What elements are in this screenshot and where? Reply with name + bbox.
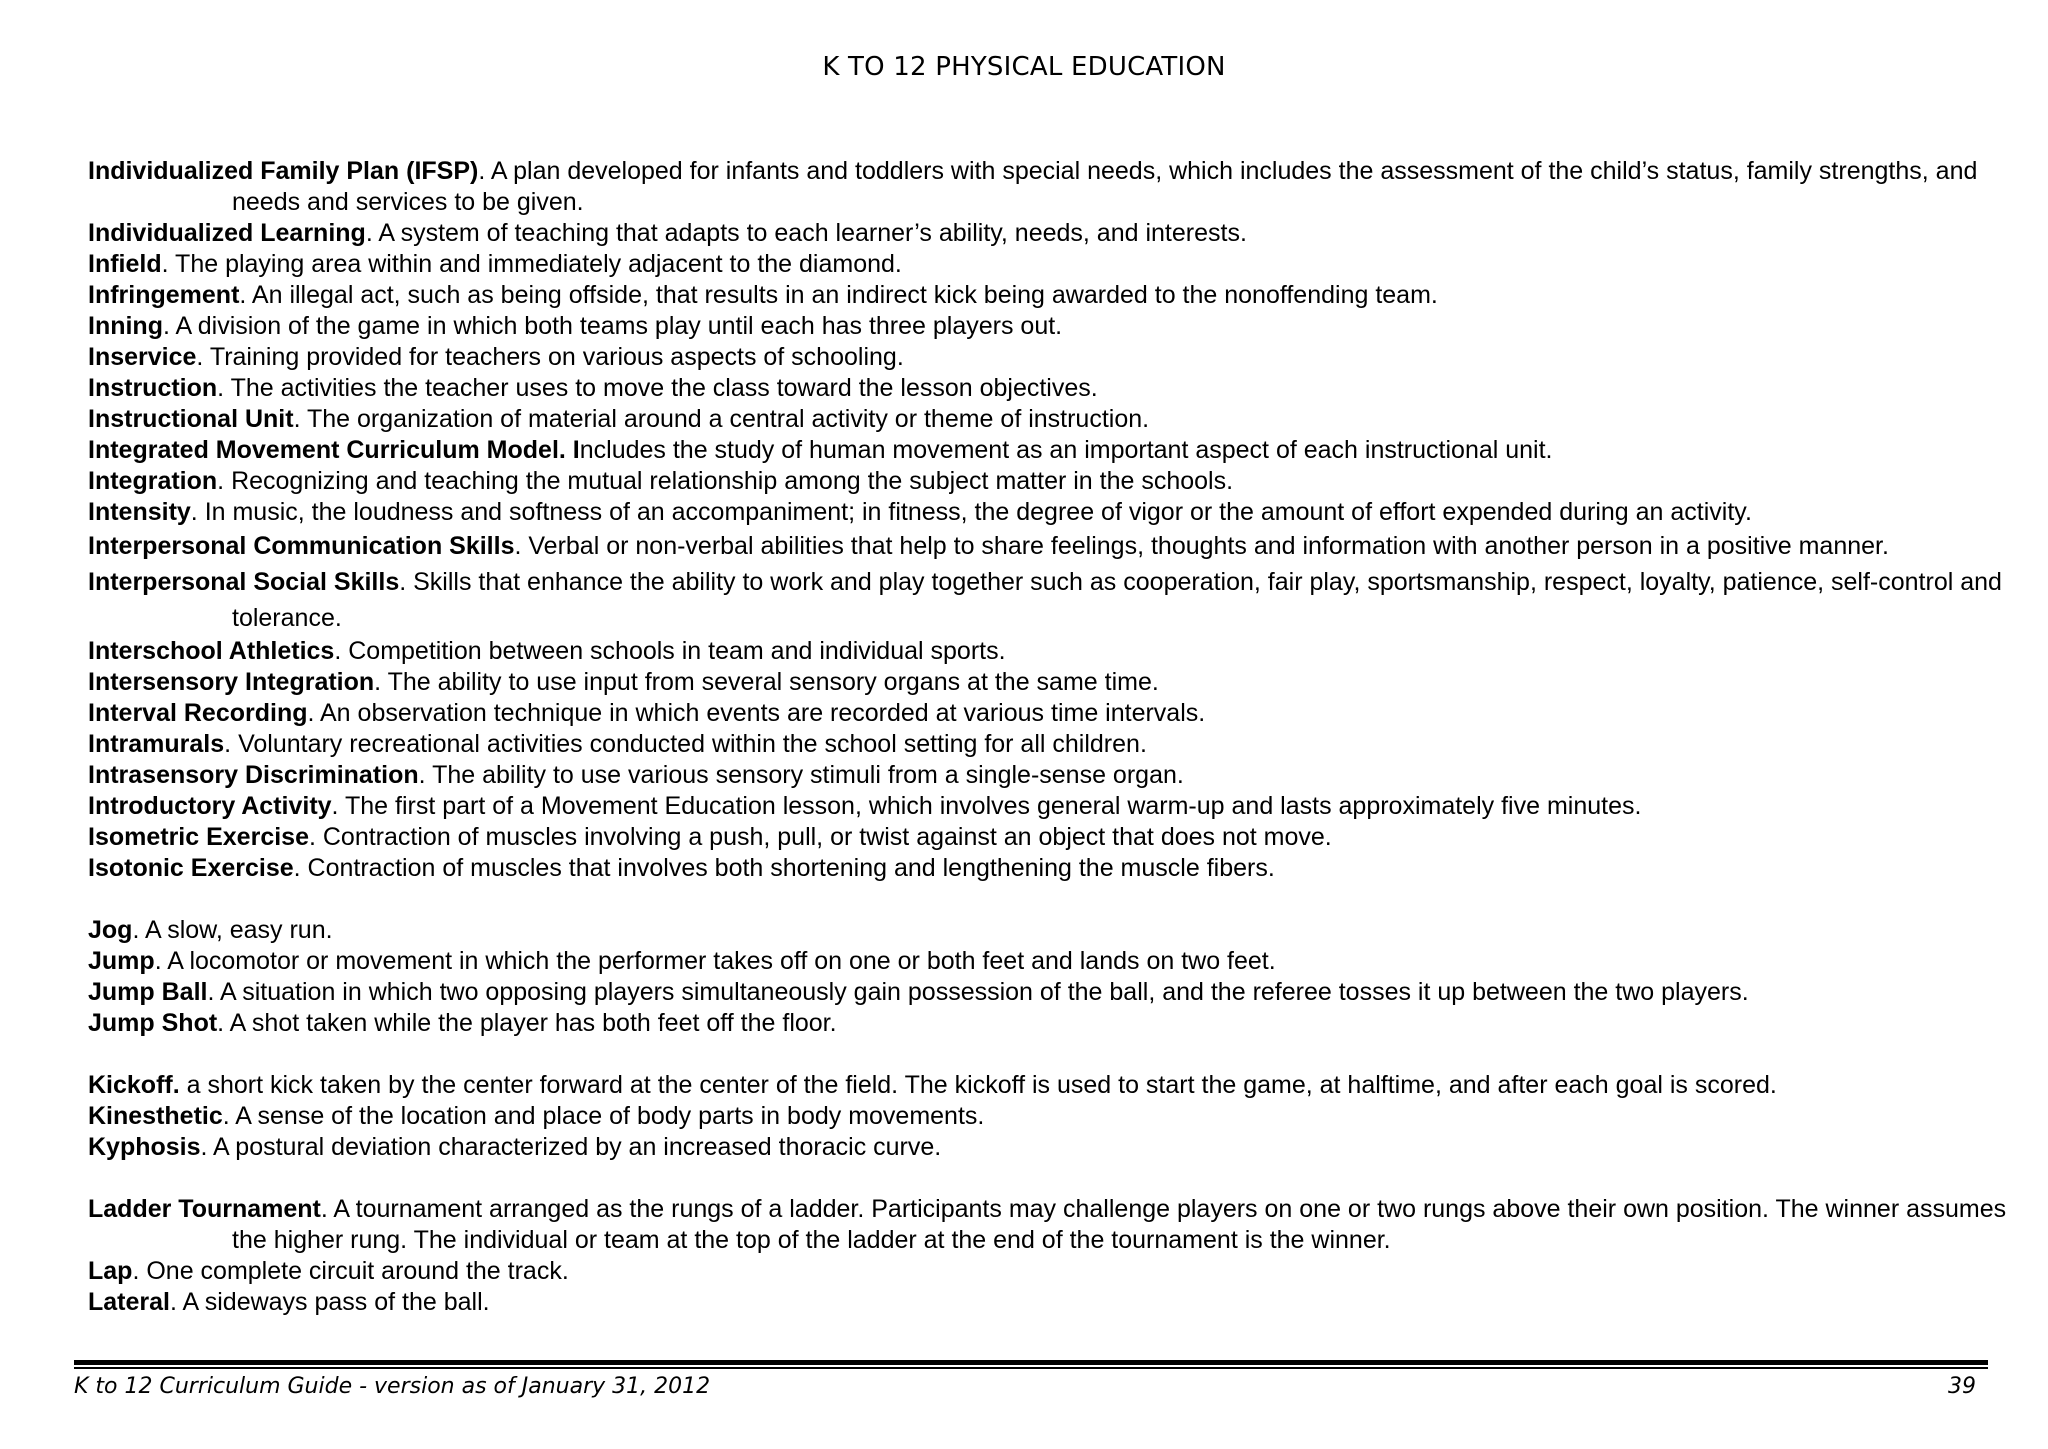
glossary-definition: . The first part of a Movement Education lesson, which involves general warm-up and lasts approximately five minutes. (331, 792, 1642, 820)
glossary-definition: . A situation in which two opposing players simultaneously gain possession of the ball, and the referee tosses it up between the two players. (207, 978, 1749, 1006)
glossary-entry (88, 1256, 2008, 1287)
glossary-entry (88, 218, 2008, 249)
glossary-term: Kinesthetic (88, 1102, 223, 1130)
glossary-term: Instruction (88, 374, 218, 402)
glossary-entry (88, 497, 2008, 528)
glossary-term: Jump (88, 947, 155, 975)
glossary-definition: . Competition between schools in team and individual sports. (334, 637, 1006, 665)
glossary-term: Kyphosis (88, 1133, 201, 1161)
glossary-definition: . A slow, easy run. (132, 916, 333, 944)
glossary-definition: a short kick taken by the center forward at the center of the field. The kickoff is used to start the game, at halftime, and after each goal is scored. (179, 1071, 1777, 1099)
glossary-definition: . The ability to use input from several sensory organs at the same time. (374, 668, 1159, 696)
glossary-list (88, 156, 2008, 1318)
glossary-entry (88, 760, 2008, 791)
glossary-term: Inning (88, 312, 163, 340)
glossary-term: Integration (88, 467, 218, 495)
glossary-term: Ladder Tournament (88, 1195, 321, 1223)
glossary-definition: . A division of the game in which both teams play until each has three players out. (162, 312, 1063, 340)
glossary-term: Interpersonal Communication Skills (88, 532, 515, 560)
glossary-entry (88, 280, 2008, 311)
glossary-entry (88, 249, 2008, 280)
glossary-entry (88, 791, 2008, 822)
glossary-definition: . Skills that enhance the ability to work and play together such as cooperation, fair play, sportsmanship, respect, loyalty, patience, self-control and tolerance. (232, 568, 2002, 632)
glossary-entry (88, 311, 2008, 342)
glossary-term: Intrasensory Discrimination (88, 761, 419, 789)
glossary-term: Isotonic Exercise (88, 854, 294, 882)
glossary-entry (88, 342, 2008, 373)
glossary-term: Interschool Athletics (88, 637, 335, 665)
glossary-definition: . A sense of the location and place of body parts in body movements. (222, 1102, 985, 1130)
glossary-definition: . One complete circuit around the track. (132, 1257, 569, 1285)
glossary-entry (88, 853, 2008, 884)
glossary-definition: . Contraction of muscles involving a push, pull, or twist against an object that does not move. (308, 823, 1332, 851)
glossary-definition: . An illegal act, such as being offside, that results in an indirect kick being awarded to the nonoffending team. (239, 281, 1438, 309)
glossary-entry (88, 1132, 2008, 1163)
glossary-term: Isometric Exercise (88, 823, 309, 851)
glossary-term: Individualized Family Plan (IFSP) (88, 157, 479, 185)
footer-divider (74, 1360, 1988, 1369)
glossary-definition: . Training provided for teachers on various aspects of schooling. (196, 343, 904, 371)
glossary-entry (88, 564, 2008, 636)
glossary-definition: . A shot taken while the player has both feet off the floor. (217, 1009, 837, 1037)
footer-page-number: 39 (1948, 1374, 1976, 1399)
glossary-term: Infield (88, 250, 162, 278)
glossary-definition: . The playing area within and immediately adjacent to the diamond. (161, 250, 902, 278)
glossary-definition: . An observation technique in which events are recorded at various time intervals. (307, 699, 1206, 727)
glossary-definition: . The activities the teacher uses to move the class toward the lesson objectives. (217, 374, 1098, 402)
glossary-definition: . A tournament arranged as the rungs of a ladder. Participants may challenge players on one or two rungs above their own position. The winner assumes the higher rung. The individual or team at the top of the ladder at the end of the tournament is the winner. (232, 1195, 2007, 1254)
glossary-term: Inservice (88, 343, 197, 371)
footer-guide-version: K to 12 Curriculum Guide - version as of January 31, 2012 (74, 1374, 711, 1399)
glossary-entry (88, 1287, 2008, 1318)
glossary-definition: . A sideways pass of the ball. (169, 1288, 490, 1316)
glossary-term: Kickoff. (88, 1071, 180, 1099)
glossary-term: Introductory Activity (88, 792, 332, 820)
glossary-term: Lateral (88, 1288, 170, 1316)
glossary-term: Instructional Unit (88, 405, 294, 433)
glossary-definition: . Voluntary recreational activities conducted within the school setting for all children. (224, 730, 1147, 758)
glossary-entry (88, 946, 2008, 977)
glossary-definition: . A locomotor or movement in which the performer takes off on one or both feet and lands on two feet. (154, 947, 1276, 975)
glossary-definition: . A system of teaching that adapts to each learner’s ability, needs, and interests. (365, 219, 1247, 247)
glossary-entry (88, 1008, 2008, 1039)
glossary-term: Intramurals (88, 730, 225, 758)
glossary-term: Lap (88, 1257, 133, 1285)
glossary-entry (88, 977, 2008, 1008)
glossary-definition: . Contraction of muscles that involves both shortening and lengthening the muscle fibers. (293, 854, 1275, 882)
glossary-entry (88, 404, 2008, 435)
glossary-entry (88, 528, 2008, 564)
glossary-definition: ncludes the study of human movement as an important aspect of each instructional unit. (579, 436, 1553, 464)
glossary-definition: . Recognizing and teaching the mutual relationship among the subject matter in the schools. (217, 467, 1234, 495)
glossary-term: Integrated Movement Curriculum Model. I (88, 436, 580, 464)
glossary-term: Interpersonal Social Skills (88, 568, 400, 596)
glossary-entry (88, 667, 2008, 698)
glossary-term: Jump Ball (88, 978, 208, 1006)
glossary-term: Infringement (88, 281, 240, 309)
glossary-term: Jog (88, 916, 133, 944)
glossary-entry (88, 466, 2008, 497)
glossary-entry (88, 698, 2008, 729)
glossary-entry (88, 915, 2008, 946)
glossary-entry (88, 435, 2008, 466)
glossary-entry (88, 822, 2008, 853)
glossary-definition: . A postural deviation characterized by an increased thoracic curve. (200, 1133, 942, 1161)
glossary-definition: . The organization of material around a central activity or theme of instruction. (293, 405, 1150, 433)
glossary-entry (88, 373, 2008, 404)
glossary-definition: . In music, the loudness and softness of an accompaniment; in fitness, the degree of vigor or the amount of effort expended during an activity. (190, 498, 1752, 526)
glossary-term: Jump Shot (88, 1009, 218, 1037)
glossary-term: Intensity (88, 498, 191, 526)
glossary-definition: . Verbal or non-verbal abilities that help to share feelings, thoughts and information with another person in a positive manner. (514, 532, 1889, 560)
glossary-entry (88, 636, 2008, 667)
glossary-definition: . The ability to use various sensory stimuli from a single-sense organ. (418, 761, 1184, 789)
glossary-term: Intersensory Integration (88, 668, 375, 696)
glossary-entry (88, 729, 2008, 760)
glossary-term: Individualized Learning (88, 219, 366, 247)
glossary-entry (88, 1194, 2008, 1256)
glossary-term: Interval Recording (88, 699, 308, 727)
page-header-title: K TO 12 PHYSICAL EDUCATION (822, 52, 1226, 82)
glossary-definition: . A plan developed for infants and toddlers with special needs, which includes the assessment of the child’s status, family strengths, and needs and services to be given. (232, 157, 1978, 216)
glossary-entry (88, 1101, 2008, 1132)
glossary-entry (88, 156, 2008, 218)
glossary-entry (88, 1070, 2008, 1101)
